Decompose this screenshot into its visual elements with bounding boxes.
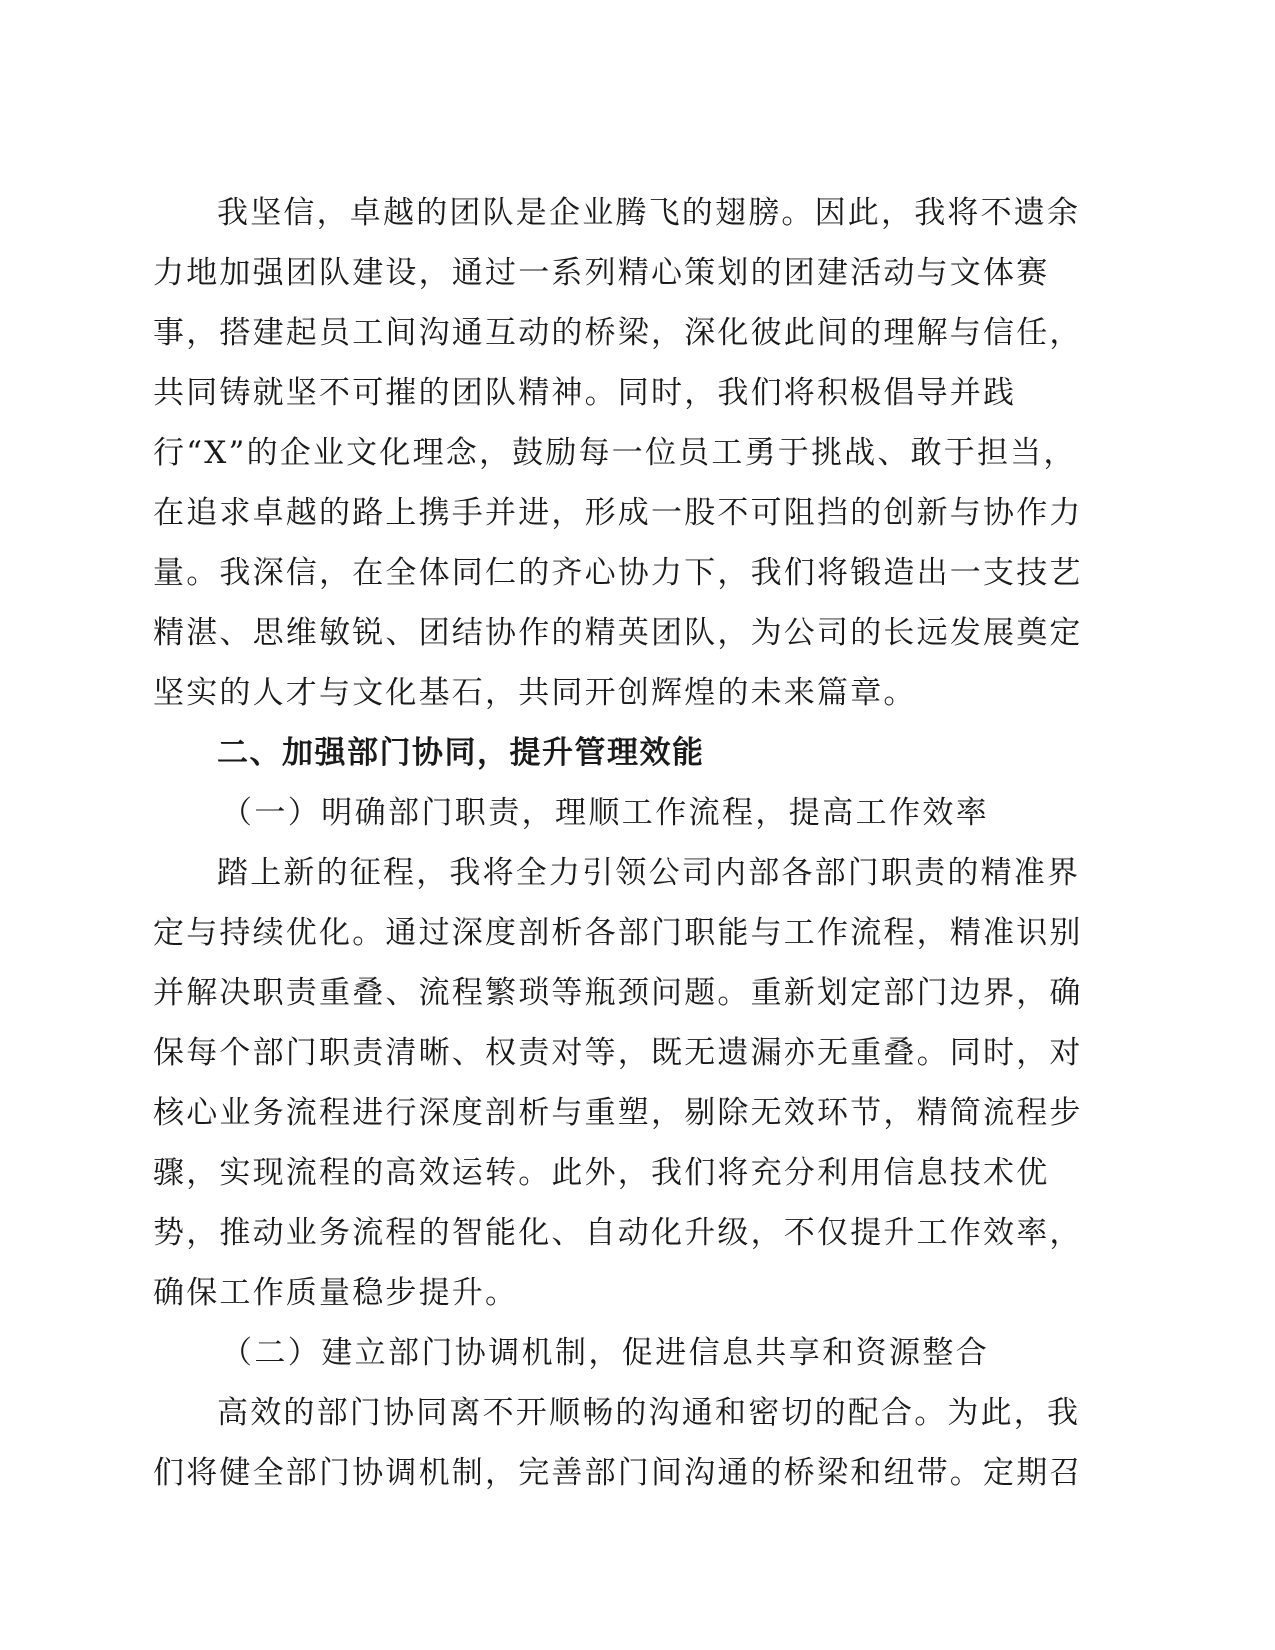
paragraph-line: 在追求卓越的路上携手并进，形成一股不可阻挡的创新与协作力	[153, 495, 1083, 531]
paragraph-line: 确保工作质量稳步提升。	[153, 1275, 519, 1311]
paragraph-line: 力地加强团队建设，通过一系列精心策划的团建活动与文体赛	[153, 255, 1050, 291]
paragraph-line: 高效的部门协同离不开顺畅的沟通和密切的配合。为此，我	[217, 1395, 1081, 1431]
paragraph-line: 我坚信，卓越的团队是企业腾飞的翅膀。因此，我将不遗余	[217, 195, 1081, 231]
subsection-heading: （一）明确部门职责，理顺工作流程，提高工作效率	[221, 795, 990, 831]
paragraph-line: 们将健全部门协调机制，完善部门间沟通的桥梁和纽带。定期召	[153, 1455, 1083, 1491]
paragraph-line: 并解决职责重叠、流程繁琐等瓶颈问题。重新划定部门边界，确	[153, 975, 1083, 1011]
paragraph-line: 事，搭建起员工间沟通互动的桥梁，深化彼此间的理解与信任，	[153, 315, 1083, 351]
paragraph-line: 精湛、思维敏锐、团结协作的精英团队，为公司的长远发展奠定	[153, 615, 1083, 651]
paragraph-line: 定与持续优化。通过深度剖析各部门职能与工作流程，精准识别	[153, 915, 1083, 951]
paragraph-line: 共同铸就坚不可摧的团队精神。同时，我们将积极倡导并践	[153, 375, 1017, 411]
paragraph-line: 行“X”的企业文化理念，鼓励每一位员工勇于挑战、敢于担当，	[153, 435, 1077, 471]
paragraph-line: 保每个部门职责清晰、权责对等，既无遗漏亦无重叠。同时，对	[153, 1035, 1083, 1071]
paragraph-line: 量。我深信，在全体同仁的齐心协力下，我们将锻造出一支技艺	[153, 555, 1083, 591]
paragraph-line: 踏上新的征程，我将全力引领公司内部各部门职责的精准界	[217, 855, 1081, 891]
document-body	[153, 183, 1093, 1503]
section-heading: 二、加强部门协同，提升管理效能	[217, 735, 705, 771]
paragraph-line: 核心业务流程进行深度剖析与重塑，剔除无效环节，精简流程步	[153, 1095, 1083, 1131]
subsection-heading: （二）建立部门协调机制，促进信息共享和资源整合	[221, 1335, 990, 1371]
paragraph-line: 势，推动业务流程的智能化、自动化升级，不仅提升工作效率，	[153, 1215, 1083, 1251]
paragraph-line: 骤，实现流程的高效运转。此外，我们将充分利用信息技术优	[153, 1155, 1050, 1191]
paragraph-line: 坚实的人才与文化基石，共同开创辉煌的未来篇章。	[153, 675, 917, 711]
